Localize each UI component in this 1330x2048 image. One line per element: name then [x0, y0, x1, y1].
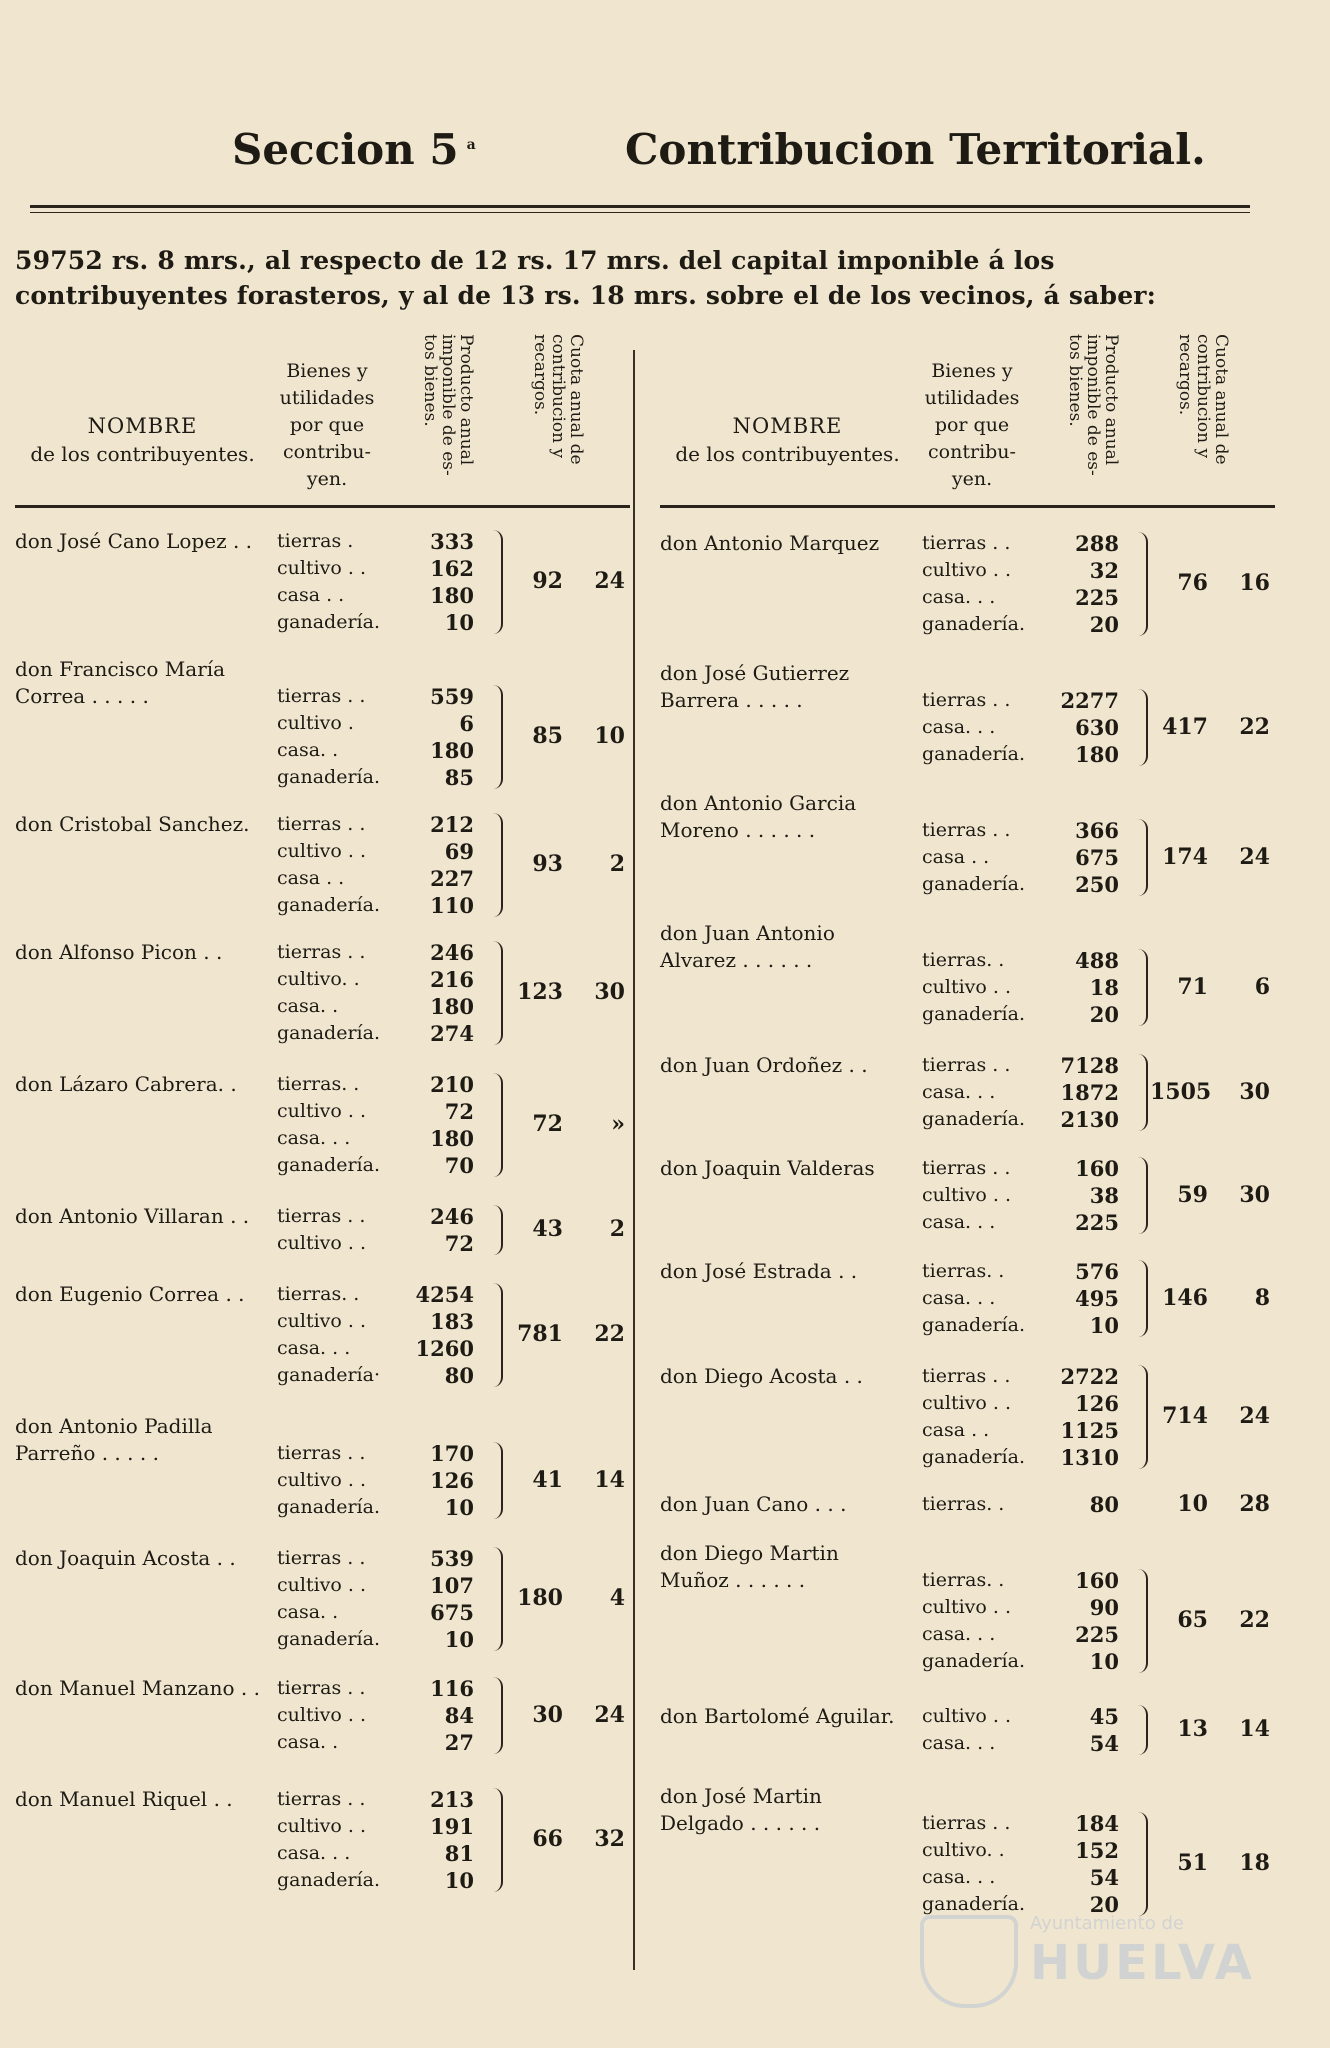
- contributor-entry: [15, 1281, 630, 1389]
- cuota-maravedis: 22: [594, 1321, 625, 1347]
- property-type: tierras . .: [277, 941, 366, 963]
- property-value: 2277: [1060, 688, 1119, 713]
- property-type: ganadería.: [277, 1154, 380, 1176]
- header-bienes: Bienes y utilidades por que contribu-yen.: [924, 360, 1020, 490]
- cuota-maravedis: 10: [594, 723, 625, 749]
- section-heading: [232, 125, 476, 174]
- property-value: 69: [444, 839, 474, 864]
- property-value: 225: [1075, 1622, 1119, 1647]
- property-type: tierras . .: [277, 685, 366, 707]
- brace-icon: [489, 1442, 503, 1519]
- property-value: 4254: [415, 1282, 474, 1307]
- intro-amount: 59752: [15, 246, 103, 275]
- property-type: ganadería.: [922, 873, 1025, 895]
- property-type: casa. . .: [922, 1732, 996, 1754]
- property-value: 10: [444, 610, 474, 635]
- property-value: 2130: [1060, 1107, 1119, 1132]
- property-value: 184: [1075, 1811, 1119, 1836]
- contributor-entry: [660, 1258, 1275, 1339]
- property-value: 191: [430, 1814, 474, 1839]
- contributor-entry: [660, 1703, 1275, 1757]
- contributor-entry: [15, 1413, 630, 1521]
- property-type: cultivo .: [277, 712, 354, 734]
- property-type: tierras . .: [922, 1054, 1011, 1076]
- property-type: cultivo . .: [277, 840, 366, 862]
- property-value: 10: [444, 1495, 474, 1520]
- intro-text: rs. 8 mrs., al respecto de 12 rs. 17 mrs. del capital imponible á los contribuyentes forasteros, y al de 13 rs. 18 mrs. sobre el de los vecinos, á saber:: [15, 246, 1157, 310]
- property-type: tierras . .: [922, 1365, 1011, 1387]
- property-value: 366: [1075, 818, 1119, 843]
- contributor-entry: [15, 811, 630, 919]
- property-value: 180: [430, 1126, 474, 1151]
- property-value: 18: [1089, 975, 1119, 1000]
- contributor-name: don Diego Acosta . .: [660, 1364, 863, 1388]
- property-type: cultivo . .: [277, 1815, 366, 1837]
- property-value: 213: [430, 1787, 474, 1812]
- contributor-entry: [660, 790, 1275, 898]
- contributor-entry: [660, 920, 1275, 1028]
- brace-icon: [1134, 532, 1148, 636]
- property-type: casa. .: [277, 739, 339, 761]
- contributor-name: don Cristobal Sanchez.: [15, 812, 250, 836]
- contributor-name: don José Estrada . .: [660, 1259, 858, 1283]
- property-type: tierras . .: [277, 1205, 366, 1227]
- property-type: cultivo . .: [922, 1184, 1011, 1206]
- property-value: 2722: [1060, 1364, 1119, 1389]
- brace-icon: [1134, 1569, 1148, 1673]
- property-type: ganadería.: [277, 611, 380, 633]
- cuota-reales: 72: [532, 1111, 563, 1137]
- brace-icon: [489, 685, 503, 789]
- property-value: 246: [430, 1204, 474, 1229]
- property-type: tierras. .: [922, 1569, 1005, 1591]
- contributor-entry: [660, 1783, 1275, 1918]
- brace-icon: [489, 1788, 503, 1892]
- cuota-reales: 93: [532, 851, 563, 877]
- contributor-name: don Juan Antonio Alvarez . . . . . .: [660, 921, 835, 972]
- contributor-entry: [15, 1675, 630, 1756]
- contributor-name: don Joaquin Valderas: [660, 1156, 875, 1180]
- property-type: tierras . .: [922, 689, 1011, 711]
- property-value: 225: [1075, 585, 1119, 610]
- property-type: tierras . .: [277, 1788, 366, 1810]
- property-value: 180: [430, 583, 474, 608]
- property-value: 54: [1089, 1865, 1119, 1890]
- header-cuota: Cuota anual de contribucion y recargos.: [530, 334, 586, 465]
- contributor-entry: [15, 1786, 630, 1894]
- brace-icon: [1134, 1157, 1148, 1234]
- property-value: 7128: [1060, 1053, 1119, 1078]
- property-type: tierras . .: [277, 1547, 366, 1569]
- property-type: casa. . .: [922, 1081, 996, 1103]
- property-value: 80: [444, 1363, 474, 1388]
- property-type: ganadería.: [922, 1003, 1025, 1025]
- contributor-name: don Bartolomé Aguilar.: [660, 1704, 895, 1728]
- property-type: cultivo . .: [277, 557, 366, 579]
- brace-icon: [1134, 1054, 1148, 1131]
- property-type: ganadería.: [277, 1869, 380, 1891]
- property-value: 107: [430, 1573, 474, 1598]
- column-divider: [633, 350, 635, 1970]
- property-type: casa. . .: [277, 1337, 351, 1359]
- property-value: 160: [1075, 1156, 1119, 1181]
- property-value: 80: [1089, 1492, 1119, 1517]
- property-value: 1310: [1060, 1445, 1119, 1470]
- cuota-maravedis: 2: [609, 851, 625, 877]
- property-type: tierras. .: [922, 1493, 1005, 1515]
- property-type: ganadería.: [922, 1108, 1025, 1130]
- property-value: 559: [430, 684, 474, 709]
- property-value: 20: [1089, 612, 1119, 637]
- cuota-reales: 59: [1177, 1181, 1208, 1208]
- property-type: casa. . .: [277, 1127, 351, 1149]
- contributor-name: don Alfonso Picon . .: [15, 940, 223, 964]
- contributor-entry: [15, 1545, 630, 1653]
- contributor-name: don Francisco María Correa . . . . .: [15, 657, 226, 708]
- property-value: 630: [1075, 715, 1119, 740]
- header-rule-thin: [30, 212, 1250, 213]
- cuota-reales: 123: [517, 979, 563, 1005]
- cuota-maravedis: 22: [1239, 1607, 1270, 1633]
- property-value: 72: [444, 1231, 474, 1256]
- property-type: cultivo. .: [277, 968, 360, 990]
- property-type: casa . .: [277, 867, 345, 889]
- property-type: ganadería.: [277, 1628, 380, 1650]
- cuota-reales: 13: [1177, 1716, 1208, 1742]
- cuota-reales: 714: [1162, 1403, 1208, 1429]
- cuota-maravedis: 18: [1239, 1850, 1270, 1876]
- intro-paragraph: [15, 243, 1260, 313]
- brace-icon: [489, 1547, 503, 1651]
- property-value: 85: [444, 765, 474, 790]
- property-value: 160: [1075, 1568, 1119, 1593]
- property-value: 10: [444, 1627, 474, 1652]
- property-type: tierras .: [277, 530, 354, 552]
- brace-icon: [1134, 1365, 1148, 1469]
- header-producto: Producto anual imponible de es-tos bienes.: [420, 334, 476, 476]
- property-value: 81: [444, 1841, 474, 1866]
- property-type: casa. . .: [922, 1211, 996, 1233]
- property-value: 274: [430, 1021, 474, 1046]
- property-value: 27: [444, 1730, 474, 1755]
- contributor-name: don Antonio Villaran . .: [15, 1204, 250, 1228]
- property-value: 225: [1075, 1210, 1119, 1235]
- property-type: tierras . .: [922, 532, 1011, 554]
- brace-icon: [1134, 1260, 1148, 1337]
- brace-icon: [1134, 1705, 1148, 1755]
- property-type: ganadería.: [277, 1496, 380, 1518]
- cuota-maravedis: 8: [1254, 1284, 1270, 1311]
- property-type: cultivo . .: [922, 1596, 1011, 1618]
- property-type: cultivo . .: [922, 1705, 1011, 1727]
- section-number: Seccion 5: [232, 125, 459, 174]
- property-type: cultivo. .: [922, 1839, 1005, 1861]
- property-type: tierras . .: [277, 813, 366, 835]
- cuota-reales: 85: [532, 723, 563, 749]
- property-value: 20: [1089, 1892, 1119, 1917]
- brace-icon: [489, 1073, 503, 1177]
- brace-icon: [1134, 689, 1148, 766]
- contributor-name: don Lázaro Cabrera. .: [15, 1072, 237, 1096]
- cuota-maravedis: 14: [594, 1466, 625, 1493]
- brace-icon: [489, 1677, 503, 1754]
- contributor-name: don Antonio Padilla Parreño . . . . .: [15, 1414, 213, 1465]
- cuota-maravedis: 22: [1239, 713, 1270, 740]
- property-value: 126: [1075, 1391, 1119, 1416]
- cuota-reales: 43: [532, 1216, 563, 1242]
- property-type: tierras. .: [277, 1073, 360, 1095]
- cuota-maravedis: 6: [1254, 973, 1270, 1000]
- cuota-maravedis: 24: [594, 1701, 625, 1728]
- property-type: cultivo . .: [277, 1100, 366, 1122]
- cuota-maravedis: 14: [1239, 1716, 1270, 1742]
- cuota-maravedis: 24: [1239, 1403, 1270, 1429]
- property-type: tierras. .: [922, 949, 1005, 971]
- section-superscript: a: [466, 137, 476, 153]
- header-bienes: Bienes y utilidades por que contribu-yen.: [279, 360, 375, 490]
- contributor-entry: [660, 1155, 1275, 1236]
- contributor-name: don Juan Cano . . .: [660, 1492, 847, 1516]
- property-type: tierras. .: [277, 1283, 360, 1305]
- cuota-maravedis: 30: [594, 979, 625, 1005]
- property-type: ganadería.: [922, 743, 1025, 765]
- cuota-reales: 65: [1177, 1607, 1208, 1633]
- property-type: ganadería.: [922, 1650, 1025, 1672]
- property-value: 10: [1089, 1649, 1119, 1674]
- property-value: 333: [430, 529, 474, 554]
- property-type: ganadería.: [922, 1446, 1025, 1468]
- contributor-entry: [660, 660, 1275, 768]
- property-value: 170: [430, 1441, 474, 1466]
- cuota-maravedis: 24: [594, 568, 625, 594]
- contributor-entry: [15, 1071, 630, 1179]
- property-value: 1125: [1060, 1418, 1119, 1443]
- property-value: 1260: [415, 1336, 474, 1361]
- contributor-entry: [15, 1203, 630, 1257]
- property-value: 84: [444, 1703, 474, 1728]
- property-value: 227: [430, 866, 474, 891]
- table-header: [15, 320, 630, 508]
- cuota-maravedis: 30: [1239, 1078, 1270, 1105]
- archive-watermark: Ayuntamiento de HUELVA: [920, 1905, 1260, 2005]
- property-type: cultivo . .: [277, 1574, 366, 1596]
- property-value: 116: [430, 1676, 474, 1701]
- brace-icon: [1134, 1812, 1148, 1916]
- cuota-maravedis: 16: [1239, 570, 1270, 596]
- contributor-entry: [660, 530, 1275, 638]
- contributor-name: don José Martin Delgado . . . . . .: [660, 1784, 822, 1835]
- property-value: 216: [430, 967, 474, 992]
- cuota-reales: 76: [1177, 570, 1208, 596]
- header-rule: [30, 205, 1250, 208]
- property-type: cultivo . .: [922, 559, 1011, 581]
- property-type: ganadería·: [277, 1364, 380, 1386]
- brace-icon: [489, 530, 503, 634]
- property-type: casa. .: [277, 995, 339, 1017]
- property-type: casa. . .: [922, 1623, 996, 1645]
- contributor-name: don Manuel Riquel . .: [15, 1787, 233, 1811]
- brace-icon: [1134, 819, 1148, 896]
- cuota-maravedis: 24: [1239, 843, 1270, 870]
- contributor-entry: [660, 1540, 1275, 1675]
- cuota-reales: 1505: [1150, 1078, 1212, 1105]
- right-column: [660, 320, 1275, 1917]
- contributor-name: don José Cano Lopez . .: [15, 529, 253, 553]
- contributor-entry: [660, 1052, 1275, 1133]
- property-value: 183: [430, 1309, 474, 1334]
- property-type: ganadería.: [922, 1893, 1025, 1915]
- header-cuota: Cuota anual de contribucion y recargos.: [1175, 334, 1231, 465]
- cuota-maravedis: 4: [609, 1585, 625, 1611]
- property-type: tierras. .: [922, 1260, 1005, 1282]
- property-type: casa. . .: [277, 1842, 351, 1864]
- cuota-maravedis: 28: [1239, 1490, 1270, 1517]
- property-value: 54: [1089, 1731, 1119, 1756]
- property-type: tierras . .: [277, 1677, 366, 1699]
- property-value: 152: [1075, 1838, 1119, 1863]
- contributor-entry: [15, 939, 630, 1047]
- cuota-maravedis: »: [611, 1111, 625, 1137]
- cuota-reales: 71: [1177, 973, 1208, 1000]
- property-type: casa. . .: [922, 1866, 996, 1888]
- property-value: 10: [1089, 1313, 1119, 1338]
- cuota-maravedis: 30: [1239, 1181, 1270, 1208]
- header-nombre: NOMBRE de los contribuyentes.: [675, 414, 900, 466]
- property-type: casa. . .: [922, 586, 996, 608]
- property-type: ganadería.: [277, 1022, 380, 1044]
- cuota-reales: 41: [532, 1466, 563, 1493]
- property-value: 675: [1075, 845, 1119, 870]
- property-type: tierras . .: [922, 819, 1011, 841]
- cuota-reales: 781: [517, 1321, 563, 1347]
- property-type: ganadería.: [277, 766, 380, 788]
- cuota-maravedis: 2: [609, 1216, 625, 1242]
- property-value: 180: [1075, 742, 1119, 767]
- property-type: ganadería.: [922, 1314, 1025, 1336]
- property-value: 72: [444, 1099, 474, 1124]
- contributor-name: don José Gutierrez Barrera . . . . .: [660, 661, 850, 712]
- property-type: cultivo . .: [277, 1704, 366, 1726]
- property-type: cultivo . .: [922, 1392, 1011, 1414]
- contributor-name: don Juan Ordoñez . .: [660, 1053, 868, 1077]
- property-type: ganadería.: [922, 613, 1025, 635]
- property-value: 110: [430, 893, 474, 918]
- brace-icon: [1134, 949, 1148, 1026]
- property-value: 539: [430, 1546, 474, 1571]
- property-type: cultivo . .: [277, 1232, 366, 1254]
- property-value: 70: [444, 1153, 474, 1178]
- property-type: ganadería.: [277, 894, 380, 916]
- cuota-reales: 174: [1162, 843, 1208, 870]
- property-value: 250: [1075, 872, 1119, 897]
- property-type: casa . .: [922, 846, 990, 868]
- contributor-name: don Manuel Manzano . .: [15, 1676, 260, 1700]
- header-nombre: NOMBRE de los contribuyentes.: [30, 414, 255, 466]
- cuota-maravedis: 32: [594, 1826, 625, 1852]
- cuota-reales: 66: [532, 1826, 563, 1852]
- property-type: tierras . .: [922, 1157, 1011, 1179]
- property-value: 288: [1075, 531, 1119, 556]
- contributor-entry: [15, 656, 630, 791]
- property-type: tierras . .: [277, 1442, 366, 1464]
- table-header: [660, 320, 1275, 508]
- cuota-reales: 417: [1162, 713, 1208, 740]
- brace-icon: [489, 1283, 503, 1387]
- property-value: 495: [1075, 1286, 1119, 1311]
- property-value: 246: [430, 940, 474, 965]
- contributor-entry: [660, 1363, 1275, 1471]
- contributor-entry: [15, 528, 630, 636]
- cuota-reales: 92: [532, 568, 563, 594]
- cuota-reales: 51: [1177, 1850, 1208, 1876]
- cuota-reales: 146: [1162, 1284, 1208, 1311]
- contributor-name: don Antonio Garcia Moreno . . . . . .: [660, 791, 857, 842]
- property-value: 90: [1089, 1595, 1119, 1620]
- left-column: [15, 320, 630, 1893]
- property-type: casa. . .: [922, 716, 996, 738]
- page-title: Contribucion Territorial.: [625, 125, 1206, 174]
- property-value: 45: [1089, 1704, 1119, 1729]
- cuota-reales: 180: [517, 1585, 563, 1611]
- property-type: casa . .: [277, 584, 345, 606]
- property-value: 488: [1075, 948, 1119, 973]
- contributor-entry: [660, 1491, 1275, 1518]
- contributor-name: don Diego Martin Muñoz . . . . . .: [660, 1541, 839, 1592]
- cuota-reales: 30: [532, 1701, 563, 1728]
- property-value: 576: [1075, 1259, 1119, 1284]
- property-value: 180: [430, 738, 474, 763]
- property-type: casa . .: [922, 1419, 990, 1441]
- contributor-name: don Antonio Marquez: [660, 531, 880, 555]
- property-value: 212: [430, 812, 474, 837]
- property-value: 162: [430, 556, 474, 581]
- property-type: casa. . .: [922, 1287, 996, 1309]
- brace-icon: [489, 813, 503, 917]
- property-value: 32: [1089, 558, 1119, 583]
- property-value: 675: [430, 1600, 474, 1625]
- property-type: cultivo . .: [277, 1310, 366, 1332]
- property-value: 38: [1089, 1183, 1119, 1208]
- property-type: casa. .: [277, 1731, 339, 1753]
- brace-icon: [489, 1205, 503, 1255]
- crest-icon: [920, 1915, 1018, 2008]
- property-value: 10: [444, 1868, 474, 1893]
- brace-icon: [489, 941, 503, 1045]
- property-type: casa. .: [277, 1601, 339, 1623]
- property-value: 180: [430, 994, 474, 1019]
- cuota-reales: 10: [1177, 1490, 1208, 1517]
- contributor-name: don Joaquin Acosta . .: [15, 1546, 236, 1570]
- property-type: cultivo . .: [922, 976, 1011, 998]
- property-value: 126: [430, 1468, 474, 1493]
- property-value: 6: [459, 711, 474, 736]
- property-type: cultivo . .: [277, 1469, 366, 1491]
- property-value: 20: [1089, 1002, 1119, 1027]
- property-type: tierras . .: [922, 1812, 1011, 1834]
- header-producto: Producto anual imponible de es-tos bienes.: [1065, 334, 1121, 476]
- property-value: 1872: [1060, 1080, 1119, 1105]
- contributor-name: don Eugenio Correa . .: [15, 1282, 245, 1306]
- property-value: 210: [430, 1072, 474, 1097]
